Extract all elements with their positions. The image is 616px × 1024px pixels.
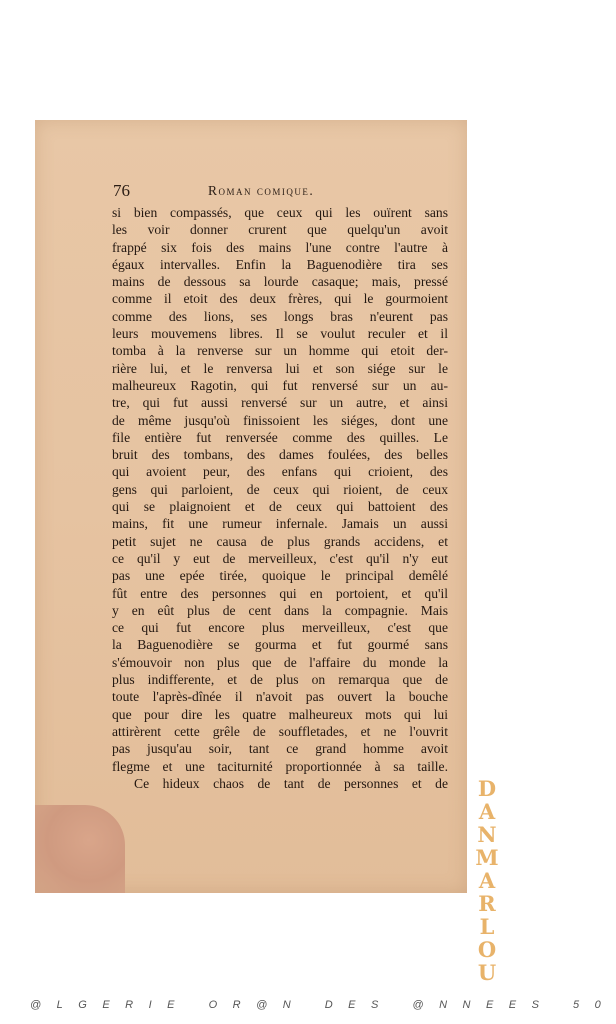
- running-title: Roman comique.: [208, 183, 315, 198]
- text-line: gens qui parloient, de ceux qui rioient, de ceux: [112, 481, 448, 497]
- text-line: ce qu'il y eut de merveilleux, c'est qu'il n'y eut: [112, 550, 448, 566]
- text-line: si bien compassés, que ceux qui les ouïrent sans: [112, 205, 448, 220]
- text-line: tomba à la renverse sur un homme qui etoit der-: [112, 343, 448, 359]
- text-line: bruit des tombans, des dames foulées, des belles: [112, 447, 448, 463]
- text-line: fût entre des personnes qui en portoient, et qu'il: [112, 585, 448, 601]
- text-line: leurs mouvemens libres. Il se voulut reculer et il: [112, 326, 448, 342]
- text-line: comme il etoit des deux frères, qui le gourmoient: [112, 291, 448, 307]
- watermark-letter: M: [475, 845, 499, 870]
- text-line: que pour dire les quatre malheureux mots qui lui: [112, 706, 448, 722]
- text-line: attirèrent cette grêle de souffletades, et ne l'ouvrit: [112, 723, 448, 739]
- text-line: mains de dessous sa lourde casaque; mais, pressé: [112, 274, 448, 290]
- text-line: toute l'après-dînée il n'avoit pas ouvert la bouche: [112, 689, 448, 705]
- text-line: ce qui fut encore plus merveilleux, c'est que: [112, 620, 448, 636]
- text-line: de même jusqu'où finissoient les siéges, dont une: [112, 412, 448, 428]
- text-line: y en eût plus de cent dans la compagnie. Mais: [112, 602, 448, 618]
- watermark-vertical: [474, 777, 500, 987]
- watermark-letter: A: [478, 868, 496, 893]
- text-line: comme des lions, ses longs bras n'eurent pas: [112, 308, 448, 324]
- watermark-letter: A: [478, 799, 496, 824]
- text-line: la Baguenodière se gourma et fut gourmé sans: [112, 637, 448, 653]
- text-line: les voir donner crurent que quelqu'un avoit: [112, 222, 448, 238]
- text-line: Ce hideux chaos de tant de personnes et de: [134, 775, 448, 791]
- text-line: qui se plaignoient et de ceux qui battoient des: [112, 499, 448, 515]
- text-line: plus indifferente, et de plus on remarqua que de: [112, 672, 448, 688]
- text-line: flegme et une taciturnité proportionnée à sa taille.: [112, 758, 448, 774]
- text-line: s'émouvoir non plus que de l'affaire du monde la: [112, 654, 448, 670]
- footer-caption: @LGERIE OR@N DES @NNEES 50: [30, 999, 616, 1011]
- text-line: mains, fit une rumeur infernale. Jamais un aussi: [112, 516, 448, 532]
- text-line: qui avoient peur, des enfans qui crioient, des: [112, 464, 448, 480]
- text-line: pas une epée tirée, quoique le principal demêlé: [112, 568, 448, 584]
- page-text: [112, 204, 448, 792]
- thumb-shadow: [35, 805, 125, 893]
- watermark-letter: L: [479, 914, 495, 939]
- page-header: [113, 181, 448, 203]
- text-line: égaux intervalles. Enfin la Baguenodière tira ses: [112, 256, 448, 272]
- watermark-letter: R: [478, 891, 496, 916]
- watermark-letter: N: [477, 822, 497, 847]
- text-line: tre, qui fut aussi renversé sur un autre, et ainsi: [112, 395, 448, 411]
- watermark-letter: D: [477, 776, 497, 801]
- watermark-letter: O: [477, 937, 497, 962]
- text-line: rière lui, et le renversa lui et son siége sur le: [112, 360, 448, 376]
- watermark-letter: U: [477, 960, 497, 985]
- page-number: 76: [113, 181, 130, 200]
- text-line: file entière fut renversée comme des quilles. Le: [112, 429, 448, 445]
- text-line: malheureux Ragotin, qui fut renversé sur un au-: [112, 377, 448, 393]
- text-line: pas jusqu'au soir, tant ce grand homme avoit: [112, 741, 448, 757]
- text-line: frappé six fois des mains l'une contre l'autre à: [112, 239, 448, 255]
- text-line: petit sujet ne causa de plus grands accidens, et: [112, 533, 448, 549]
